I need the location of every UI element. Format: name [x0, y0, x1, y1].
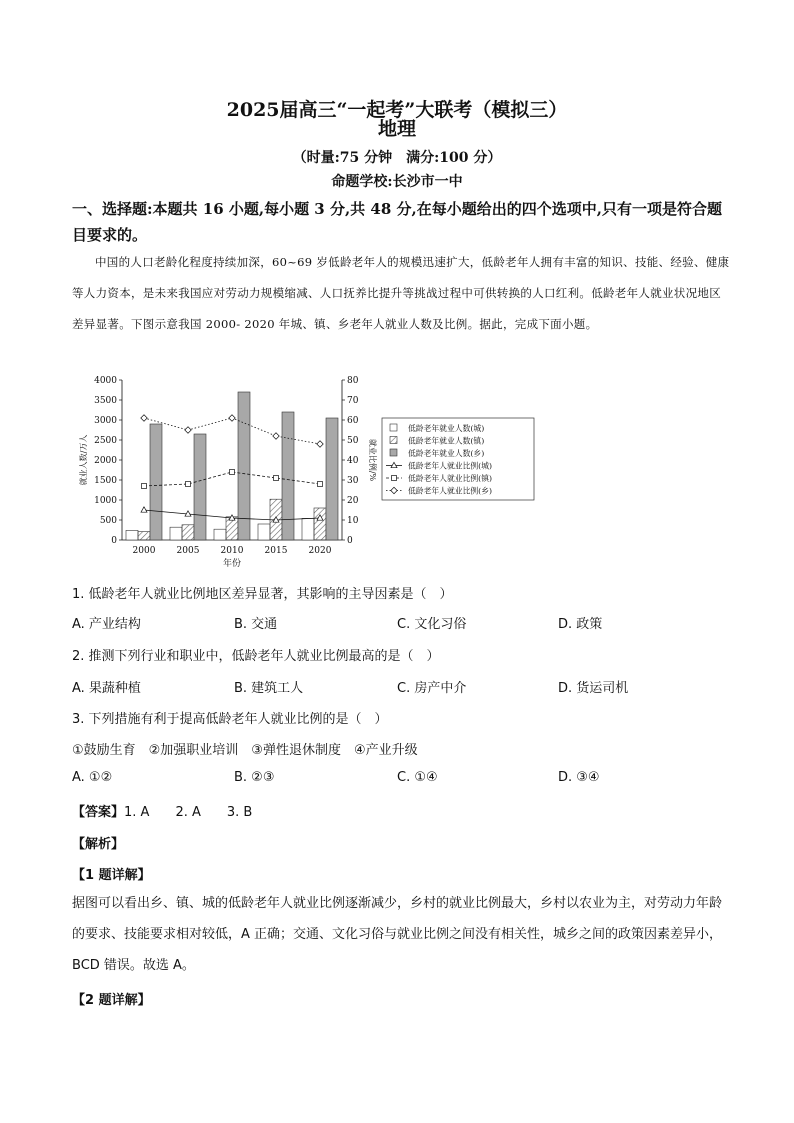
y2-tick-label: 0 — [347, 536, 353, 546]
legend-label: 低龄老年人就业比例(镇) — [408, 474, 493, 483]
y-tick-label: 500 — [99, 516, 117, 526]
q2-option-d: D. 货运司机 — [558, 681, 629, 696]
section-heading: 一、选择题:本题共 16 小题,每小题 3 分,共 48 分,在每小题给出的四个选项中,只有一项是符合题目要求的。 — [72, 200, 722, 244]
y-tick-label: 3500 — [94, 396, 117, 406]
y-tick-label: 0 — [111, 536, 117, 546]
y2-tick-label: 20 — [347, 496, 359, 506]
legend-label: 低龄老年就业人数(城) — [408, 424, 485, 433]
time-score: （时量:75 分钟 满分:100 分） — [292, 150, 502, 166]
exam-title: 2025届高三“一起考”大联考（模拟三） — [226, 99, 568, 121]
school: 命题学校:长沙市一中 — [331, 174, 463, 190]
q3-option-a: A. ①② — [72, 770, 113, 785]
y2-tick-label: 80 — [347, 376, 359, 386]
bar — [314, 508, 326, 540]
point — [392, 476, 397, 481]
passage: 中国的人口老龄化程度持续加深，60~69 岁低龄老年人的规模迅速扩大，低龄老年人拥有丰富的知识、技能、经验、健康等人力资本，是未来我国应对劳动力规模缩减、人口抚养比提升等挑战过程中可供转换的人口红利。低龄老年人就业状况地区差异显著。下图示意我国 2000- 2020 年城、镇、乡老年人就业人数及比例。据此，完成下面小题。 — [72, 255, 730, 331]
q1-analysis-text: 据图可以看出乡、镇、城的低龄老年人就业比例逐渐减少，乡村的就业比例最大，乡村以农业为主，对劳动力年龄的要求、技能要求相对较低，A 正确；交通、文化习俗与就业比例之间没有相关性，城乡之间的政策因素差异小，BCD 错误。故选 A。 — [72, 896, 723, 973]
y-tick-label: 3000 — [94, 416, 117, 426]
bar — [194, 434, 206, 540]
x-axis-title: 年份 — [222, 559, 242, 569]
q1-option-a: A. 产业结构 — [72, 617, 141, 632]
q2-option-b: B. 建筑工人 — [234, 681, 304, 696]
legend-swatch — [390, 449, 397, 456]
bar — [238, 392, 250, 540]
bar — [302, 518, 314, 540]
x-tick-label: 2020 — [308, 546, 332, 556]
legend-label: 低龄老年就业人数(乡) — [408, 449, 485, 458]
point — [141, 507, 147, 512]
y-axis-title: 就业人数/万人 — [79, 434, 88, 486]
legend-label: 低龄老年人就业比例(乡) — [408, 486, 493, 496]
legend-swatch — [390, 437, 397, 444]
y-tick-label: 4000 — [94, 376, 117, 386]
q1-option-c: C. 文化习俗 — [397, 617, 467, 632]
bar — [150, 424, 162, 540]
bar — [282, 412, 294, 540]
x-tick-label: 2010 — [220, 546, 244, 556]
bar — [214, 529, 226, 540]
q3-option-d: D. ③④ — [558, 770, 600, 785]
employment-chart — [72, 370, 542, 585]
point — [186, 482, 191, 487]
y2-tick-label: 60 — [347, 416, 359, 426]
answer-label: 【答案】 — [72, 805, 125, 820]
q2-option-a: A. 果蔬种植 — [72, 681, 141, 696]
bar — [170, 527, 182, 540]
point — [142, 484, 147, 489]
question-3-statements: ①鼓励生育 ②加强职业培训 ③弹性退休制度 ④产业升级 — [72, 743, 418, 758]
q2-option-c: C. 房产中介 — [397, 681, 467, 696]
x-tick-label: 2015 — [264, 546, 288, 556]
subject-title: 地理 — [377, 118, 416, 140]
bar — [138, 532, 150, 540]
q3-option-c: C. ①④ — [397, 770, 438, 785]
bar — [326, 418, 338, 540]
y2-tick-label: 70 — [347, 396, 359, 406]
bar — [182, 525, 194, 540]
legend-swatch — [390, 424, 397, 431]
y2-tick-label: 50 — [347, 436, 359, 446]
point — [141, 415, 147, 421]
y-tick-label: 2500 — [94, 436, 117, 446]
q1-option-d: D. 政策 — [558, 617, 603, 632]
q2-analysis-label: 【2 题详解】 — [72, 993, 151, 1008]
answer-line — [72, 801, 732, 820]
y-tick-label: 1500 — [94, 476, 117, 486]
point — [318, 482, 323, 487]
point — [185, 427, 191, 433]
x-tick-label: 2000 — [132, 546, 156, 556]
bar — [258, 524, 270, 540]
point — [230, 470, 235, 475]
question-3-stem: 3. 下列措施有利于提高低龄老年人就业比例的是（ ） — [72, 712, 388, 727]
x-tick-label: 2005 — [176, 546, 200, 556]
y-tick-label: 2000 — [94, 456, 117, 466]
y2-tick-label: 10 — [347, 516, 359, 526]
question-2-stem: 2. 推测下列行业和职业中，低龄老年人就业比例最高的是（ ） — [72, 649, 440, 664]
point — [317, 441, 323, 447]
bar — [126, 530, 138, 540]
legend-label: 低龄老年就业人数(镇) — [408, 436, 485, 446]
point — [274, 476, 279, 481]
point — [273, 433, 279, 439]
y2-tick-label: 40 — [347, 456, 359, 466]
q3-option-b: B. ②③ — [234, 770, 275, 785]
q1-analysis-label: 【1 题详解】 — [72, 868, 151, 883]
point — [229, 415, 235, 421]
q1-option-b: B. 交通 — [234, 617, 278, 632]
y2-axis-title: 就业比例/% — [368, 438, 377, 482]
answer-text: 1. A 2. A 3. B — [124, 805, 253, 820]
legend-label: 低龄老年人就业比例(城) — [408, 461, 493, 471]
y2-tick-label: 30 — [347, 476, 359, 486]
y-tick-label: 1000 — [94, 496, 117, 506]
question-1-stem: 1. 低龄老年人就业比例地区差异显著，其影响的主导因素是（ ） — [72, 587, 453, 602]
analysis-label: 【解析】 — [72, 837, 125, 852]
